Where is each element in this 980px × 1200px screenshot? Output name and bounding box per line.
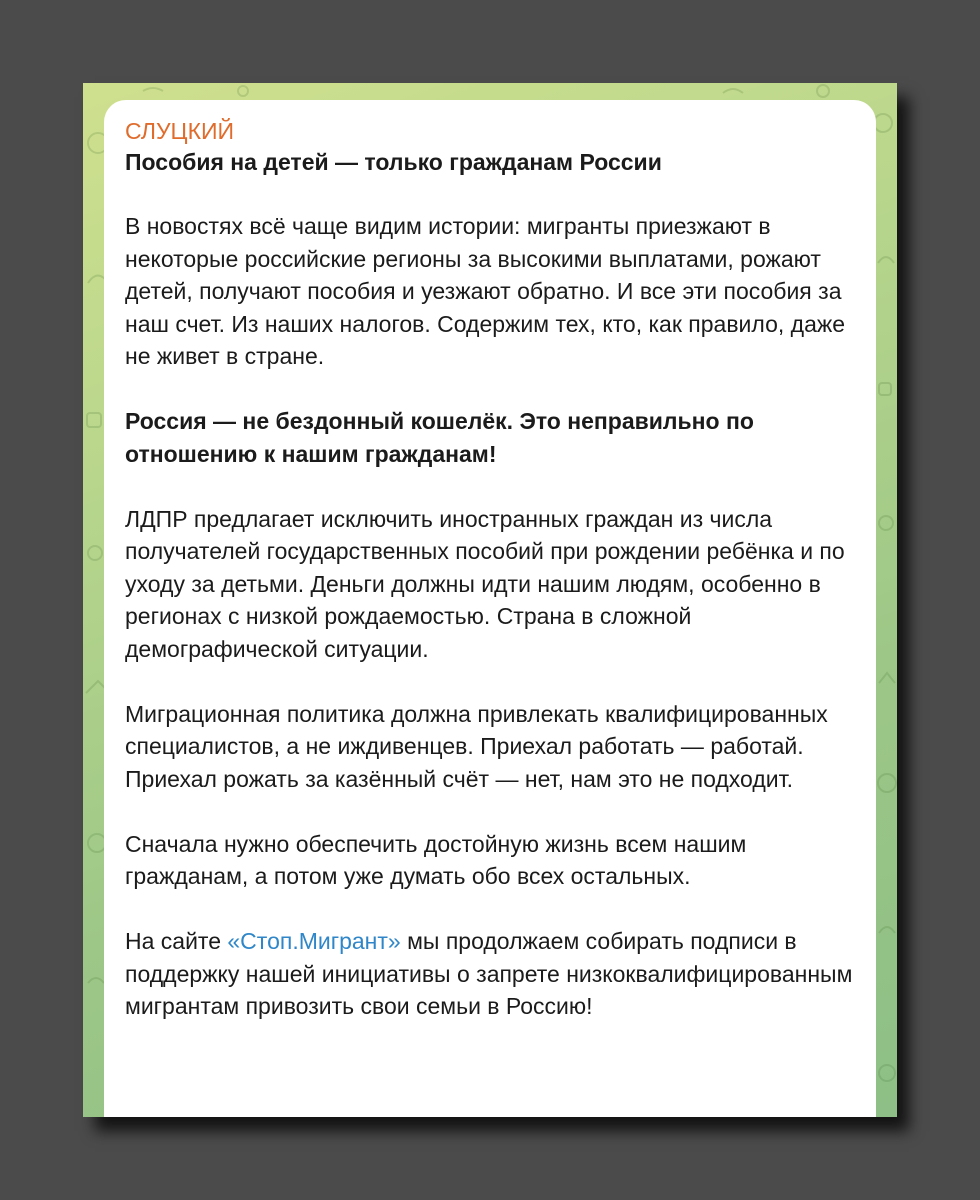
paragraph-6-text-start: На сайте — [125, 928, 228, 954]
message-content — [125, 116, 860, 1055]
chat-background — [83, 83, 897, 1117]
paragraph-6-text-end: мы продолжаем собирать подписи в поддержку нашей инициативы о запрете низкоквалифицированным мигрантам привозить свои семьи в Россию! — [125, 928, 853, 1019]
message-paragraph-4: Миграционная политика должна привлекать квалифицированных специалистов, а не иждивенцев. Приехал работать — работай. Приехал рожать за казённый счёт — нет, нам это не подходит. — [125, 700, 828, 792]
message-author[interactable]: СЛУЦКИЙ — [125, 118, 235, 144]
message-paragraph-3: ЛДПР предлагает исключить иностранных граждан из числа получателей государственных пособий при рождении ребёнка и по уходу за детьми. Деньги должны идти нашим людям, особенно в регионах с низкой рождаемостью. Страна в сложной демографической ситуации. — [125, 505, 845, 662]
message-paragraph-2-bold: Россия — не бездонный кошелёк. Это неправильно по отношению к нашим гражданам! — [125, 408, 754, 467]
message-paragraph-1: В новостях всё чаще видим истории: мигранты приезжают в некоторые российские регионы за высокими выплатами, рожают детей, получают пособия и уезжают обратно. И все эти пособия за наш счет. Из наших налогов. Содержим тех, кто, как правило, даже не живет в стране. — [125, 213, 846, 369]
stop-migrant-link[interactable]: «Стоп.Мигрант» — [227, 928, 401, 954]
message-title: Пособия на детей — только гражданам России — [125, 149, 662, 175]
message-paragraph-5: Сначала нужно обеспечить достойную жизнь всем нашим гражданам, а потом уже думать обо всех остальных. — [125, 830, 747, 889]
message-paragraph-6 — [125, 925, 860, 1023]
message-bubble — [104, 100, 876, 1117]
